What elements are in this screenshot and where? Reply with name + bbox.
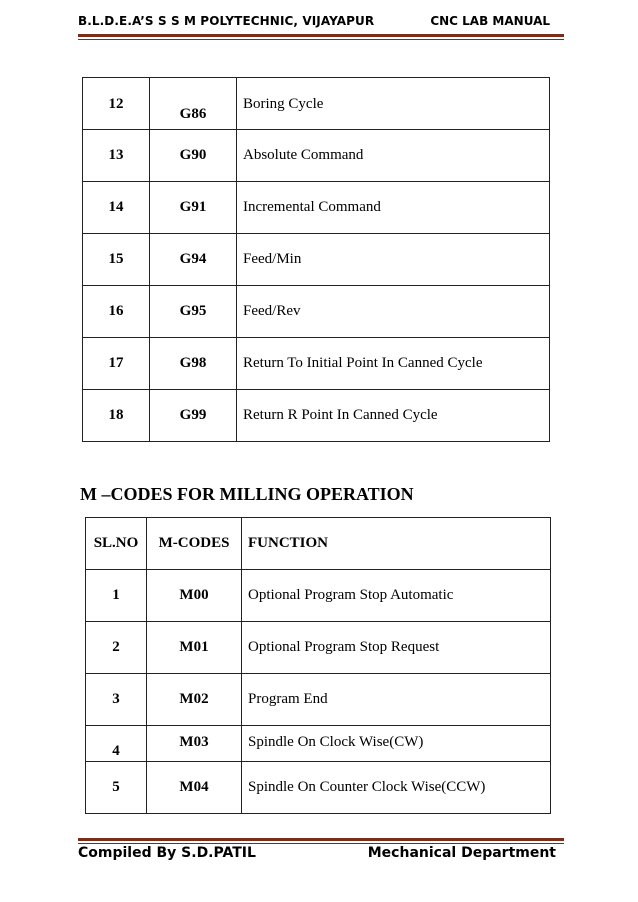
sl-cell: 1 xyxy=(86,570,147,622)
sl-header: SL.NO xyxy=(86,518,147,570)
function-header: FUNCTION xyxy=(242,518,551,570)
code-cell: G95 xyxy=(150,286,237,338)
footer-rule-thick xyxy=(78,838,564,841)
table-row xyxy=(86,726,551,762)
header-institution: B.L.D.E.A’S S S M POLYTECHNIC, VIJAYAPUR xyxy=(78,14,375,28)
code-cell: G86 xyxy=(150,78,237,130)
sl-cell: 2 xyxy=(86,622,147,674)
sl-cell: 17 xyxy=(83,338,150,390)
code-cell: M01 xyxy=(147,622,242,674)
code-cell: M00 xyxy=(147,570,242,622)
table-row xyxy=(86,622,551,674)
table-row xyxy=(83,130,550,182)
sl-cell: 5 xyxy=(86,762,147,814)
m-codes-section-title: M –CODES FOR MILLING OPERATION xyxy=(80,484,414,504)
footer-department: Mechanical Department xyxy=(367,845,556,861)
function-cell: Program End xyxy=(242,674,551,726)
code-cell: G91 xyxy=(150,182,237,234)
function-cell: Boring Cycle xyxy=(237,78,550,130)
code-cell: M04 xyxy=(147,762,242,814)
table-row xyxy=(83,78,550,130)
table-header-row xyxy=(86,518,551,570)
header-rule-thick xyxy=(78,34,564,37)
function-cell: Absolute Command xyxy=(237,130,550,182)
sl-cell: 16 xyxy=(83,286,150,338)
code-cell: M02 xyxy=(147,674,242,726)
table-row xyxy=(86,674,551,726)
function-cell: Return To Initial Point In Canned Cycle xyxy=(237,338,550,390)
function-cell: Spindle On Counter Clock Wise(CCW) xyxy=(242,762,551,814)
sl-cell: 3 xyxy=(86,674,147,726)
g-codes-table xyxy=(82,77,550,442)
function-cell: Optional Program Stop Automatic xyxy=(242,570,551,622)
function-cell: Return R Point In Canned Cycle xyxy=(237,390,550,442)
header-rule-thin xyxy=(78,39,564,40)
function-cell: Spindle On Clock Wise(CW) xyxy=(242,726,551,762)
table-row xyxy=(86,762,551,814)
code-cell: G99 xyxy=(150,390,237,442)
sl-cell: 18 xyxy=(83,390,150,442)
footer-author: Compiled By S.D.PATIL xyxy=(78,845,256,861)
footer-rule-thin xyxy=(78,843,564,844)
table-row xyxy=(83,390,550,442)
table-row xyxy=(83,182,550,234)
sl-cell: 4 xyxy=(86,726,147,762)
header-manual-title: CNC LAB MANUAL xyxy=(430,14,550,28)
sl-cell: 14 xyxy=(83,182,150,234)
sl-cell: 15 xyxy=(83,234,150,286)
code-cell: G90 xyxy=(150,130,237,182)
code-cell: G98 xyxy=(150,338,237,390)
code-cell: G94 xyxy=(150,234,237,286)
function-cell: Incremental Command xyxy=(237,182,550,234)
function-cell: Feed/Min xyxy=(237,234,550,286)
sl-cell: 13 xyxy=(83,130,150,182)
code-header: M-CODES xyxy=(147,518,242,570)
table-row xyxy=(86,570,551,622)
sl-cell: 12 xyxy=(83,78,150,130)
m-codes-table xyxy=(85,517,551,814)
table-row xyxy=(83,234,550,286)
function-cell: Feed/Rev xyxy=(237,286,550,338)
function-cell: Optional Program Stop Request xyxy=(242,622,551,674)
table-row xyxy=(83,286,550,338)
table-row xyxy=(83,338,550,390)
code-cell: M03 xyxy=(147,726,242,762)
